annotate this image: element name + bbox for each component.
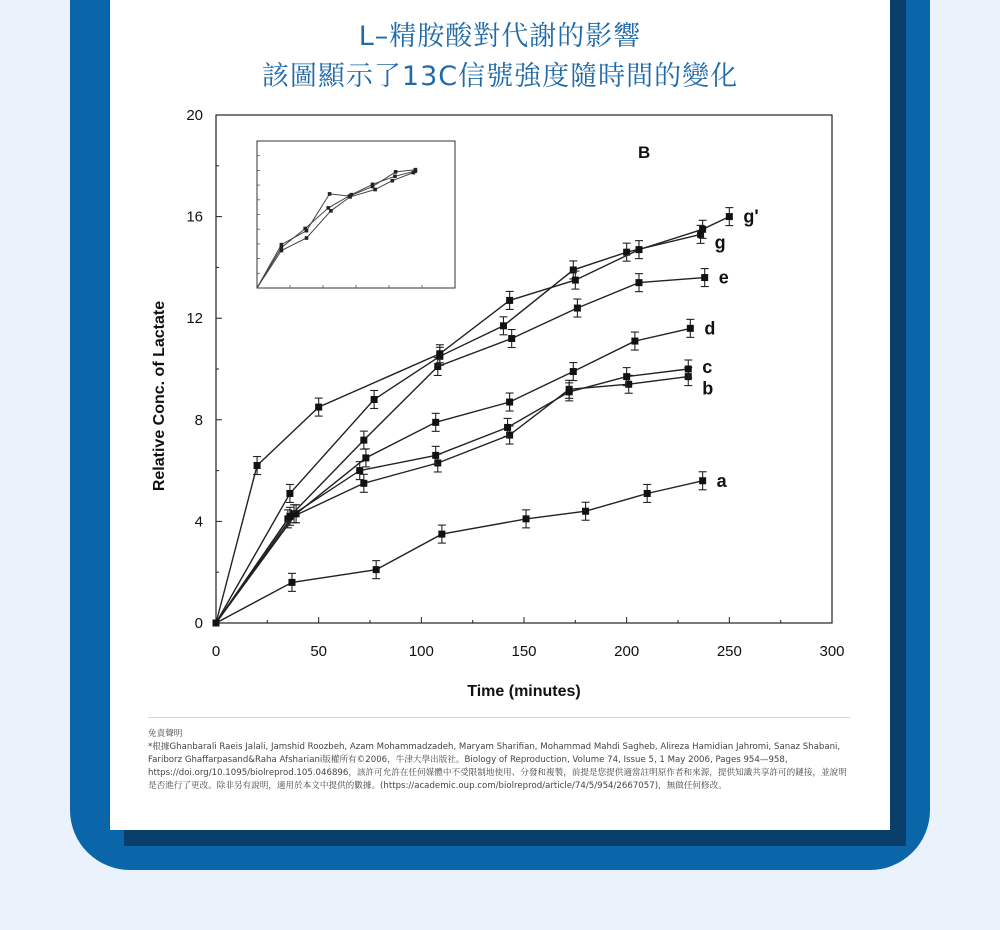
series-line-d (216, 328, 690, 623)
data-point (726, 213, 733, 220)
data-point (373, 566, 380, 573)
data-point (432, 452, 439, 459)
data-point (254, 462, 261, 469)
page-subtitle: 該圖顯示了13C信號強度隨時間的變化 (261, 61, 739, 92)
data-point (438, 531, 445, 538)
inset-data-point (371, 183, 375, 187)
y-tick-label: 0 (194, 615, 203, 632)
series-label-c: c (702, 357, 713, 377)
y-tick-label: 12 (186, 310, 203, 328)
data-point (506, 399, 513, 406)
y-tick-label: 4 (194, 513, 203, 531)
data-point (360, 480, 367, 487)
x-tick-label: 100 (408, 643, 434, 660)
inset-data-point (328, 192, 332, 196)
data-point (315, 404, 322, 411)
inset-data-point (393, 174, 397, 178)
series-label-g': g' (743, 206, 759, 227)
panel-label: B (638, 143, 651, 162)
data-point (574, 305, 581, 312)
inset-data-point (373, 188, 377, 192)
inset-data-point (394, 170, 398, 174)
inset-data-point (412, 171, 416, 175)
inset-data-point (280, 249, 284, 253)
divider (148, 717, 850, 718)
y-tick-label: 8 (194, 411, 203, 429)
data-point (570, 368, 577, 375)
x-tick-label: 200 (614, 643, 640, 660)
inset-data-point (329, 209, 333, 213)
data-point (687, 325, 694, 332)
inset-data-point (303, 227, 307, 231)
data-point (631, 338, 638, 345)
data-point (635, 246, 642, 253)
inset-data-point (391, 179, 395, 183)
data-point (432, 419, 439, 426)
series-label-a: a (716, 470, 727, 491)
data-point (582, 508, 589, 515)
data-point (293, 510, 300, 517)
data-point (286, 513, 293, 520)
page-title: L–精胺酸對代謝的影響 (358, 21, 642, 52)
series-label-b: b (702, 378, 714, 399)
data-point (504, 424, 511, 431)
lactate-chart (110, 96, 890, 716)
content-card (110, 0, 890, 830)
data-point (644, 490, 651, 497)
series-line-g (216, 234, 701, 623)
x-tick-label: 150 (511, 643, 537, 660)
data-point (685, 366, 692, 373)
data-point (288, 579, 295, 586)
data-point (523, 515, 530, 522)
x-tick-label: 50 (310, 643, 328, 660)
data-point (566, 388, 573, 395)
inset-frame (257, 141, 455, 288)
disclaimer-text: *根據Ghanbarali Raeis Jalali, Jamshid Roozbeh, Azam Mohammadzadeh, Maryam Sharifian, Mohammad Mahdi Sagheb, Alireza Hamidian Jahromi, Sanaz Shabani, Fariborz Ghaffarpasand&Raha Afshariani版權所有©2006，牛津大學出版社。Biology of Reproduction, Volume 74, Issue 5, 1 May 2006, Pages 954—958, https://doi.org/10.1095/biolreprod.105.046896，該許可允許在任何媒體中不受限制地使用、分發和複製，前提是您提供適當註明原作者和來源，提供知識共享許可的鏈接，並說明是否進行了更改。除非另有說明，適用於本文中提供的數據。(https://academic.oup.com/biolreprod/article/74/5/954/2667057)，無做任何修改。 (148, 742, 847, 791)
inset-data-point (348, 195, 352, 199)
x-tick-label: 300 (819, 643, 845, 660)
data-point (635, 279, 642, 286)
y-tick-label: 20 (186, 107, 203, 124)
data-point (360, 437, 367, 444)
data-point (572, 277, 579, 284)
series-label-e: e (718, 267, 729, 288)
data-point (356, 467, 363, 474)
series-line-e (216, 278, 705, 623)
data-point (701, 274, 708, 281)
disclaimer (148, 728, 850, 793)
disclaimer-heading: 免責聲明 (148, 729, 183, 739)
series-label-d: d (704, 318, 716, 339)
data-point (506, 297, 513, 304)
data-point (371, 396, 378, 403)
data-point (362, 454, 369, 461)
series-label-g: g (714, 232, 726, 253)
y-axis-label: Relative Conc. of Lactate (151, 300, 168, 492)
data-point (286, 490, 293, 497)
x-tick-label: 250 (716, 643, 742, 660)
data-point (508, 335, 515, 342)
data-point (500, 322, 507, 329)
data-point (623, 373, 630, 380)
x-axis-label: Time (minutes) (467, 683, 581, 700)
data-point (699, 226, 706, 233)
y-tick-label: 16 (186, 208, 203, 226)
data-point (699, 477, 706, 484)
data-point (436, 350, 443, 357)
data-point (213, 620, 220, 627)
x-tick-label: 0 (211, 643, 221, 660)
inset-data-point (305, 236, 309, 240)
